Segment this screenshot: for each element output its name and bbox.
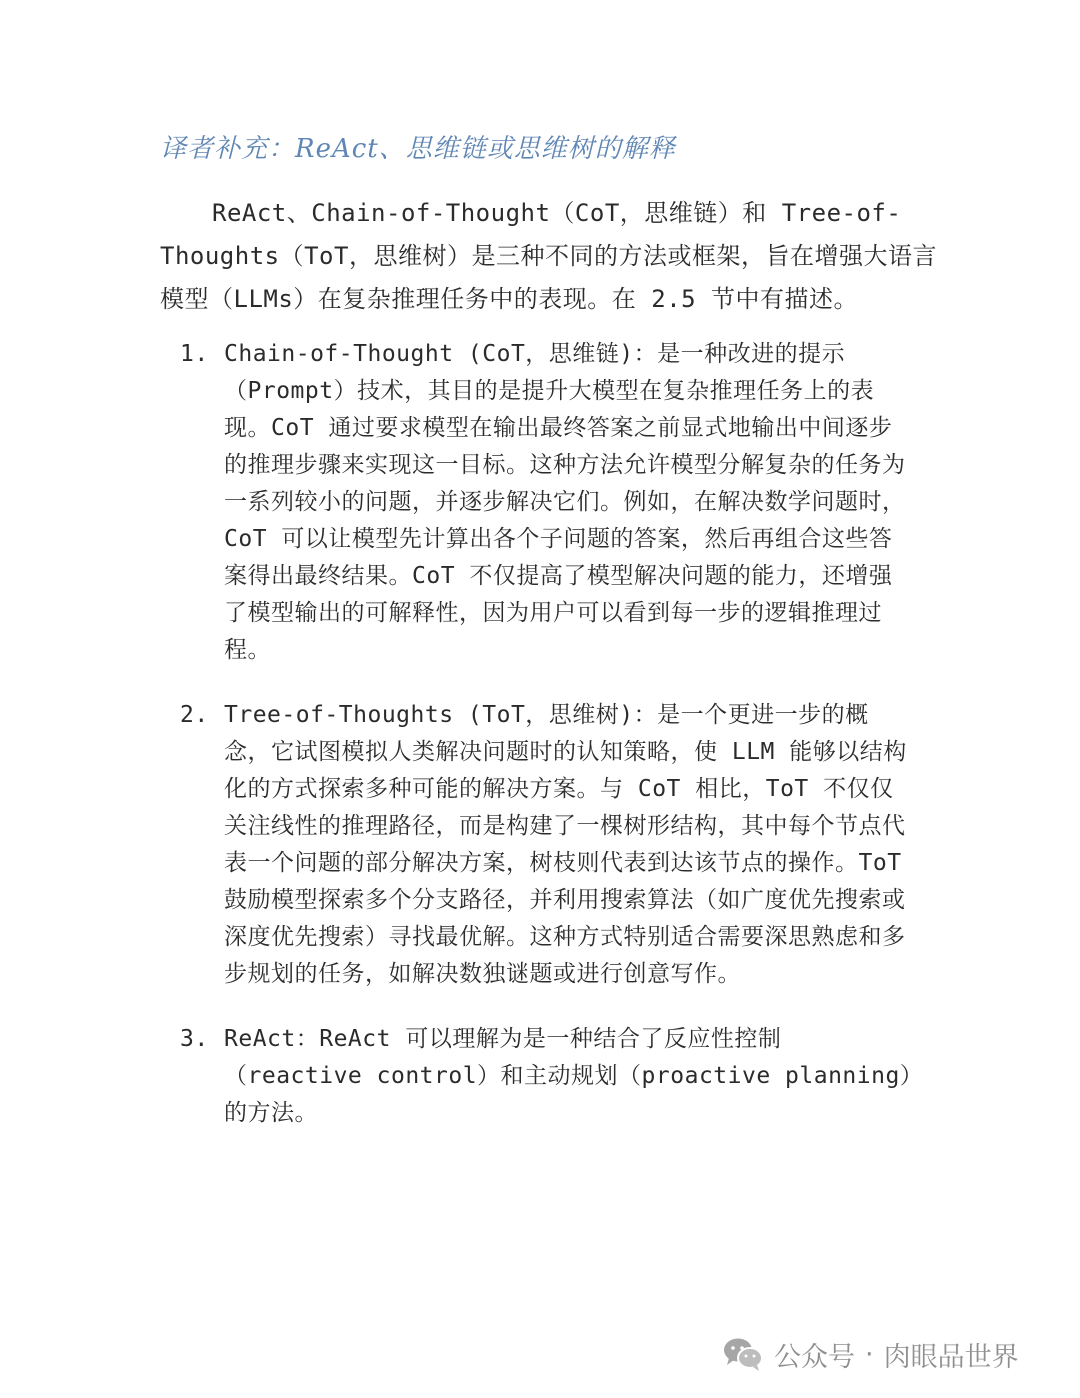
- list-item-text: Tree-of-Thoughts (ToT，思维树)：是一个更进一步的概念，它试图模拟人类解决问题时的认知策略，使 LLM 能够以结构化的方式探索多种可能的解决方案。与 CoT 相比，ToT 不仅仅关注线性的推理路径，而是构建了一棵树形结构，其中每个节点代表一个问题的部分解决方案，树枝则代表到达该节点的操作。ToT 鼓励模型探索多个分支路径，并利用搜索算法（如广度优先搜索或深度优先搜索）寻找最优解。这种方式特别适合需要深思熟虑和多步规划的任务，如解决数独谜题或进行创意写作。: [224, 702, 907, 987]
- list-item-react: [0, 1021, 914, 1132]
- list-item-number: 1.: [180, 341, 209, 367]
- list-item-tot: [0, 697, 914, 993]
- section-heading: 译者补充：ReAct、思维链或思维树的解释: [160, 134, 676, 164]
- wechat-icon: [722, 1336, 764, 1372]
- list-item-text: ReAct：ReAct 可以理解为是一种结合了反应性控制（reactive control）和主动规划（proactive planning）的方法。: [224, 1026, 912, 1126]
- watermark-channel: 公众号: [774, 1341, 855, 1373]
- list-item-number: 2.: [180, 702, 209, 728]
- watermark-name: 肉眼品世界: [883, 1341, 1019, 1373]
- list-item-number: 3.: [180, 1026, 209, 1052]
- intro-paragraph: ReAct、Chain-of-Thought（CoT，思维链）和 Tree-of-Thoughts（ToT，思维树）是三种不同的方法或框架，旨在增强大语言模型（LLMs）在复杂推理任务中的表现。在 2.5 节中有描述。: [160, 199, 937, 313]
- watermark-separator: ·: [865, 1338, 874, 1370]
- list-item-cot: [0, 336, 914, 669]
- list-item-text: Chain-of-Thought (CoT，思维链)：是一种改进的提示（Prompt）技术，其目的是提升大模型在复杂推理任务上的表现。CoT 通过要求模型在输出最终答案之前显式地输出中间逐步的推理步骤来实现这一目标。这种方法允许模型分解复杂的任务为一系列较小的问题，并逐步解决它们。例如，在解决数学问题时，CoT 可以让模型先计算出各个子问题的答案，然后再组合这些答案得出最终结果。CoT 不仅提高了模型解决问题的能力，还增强了模型输出的可解释性，因为用户可以看到每一步的逻辑推理过程。: [224, 341, 906, 663]
- explanation-list: [0, 336, 1080, 1132]
- watermark: [722, 1332, 1019, 1376]
